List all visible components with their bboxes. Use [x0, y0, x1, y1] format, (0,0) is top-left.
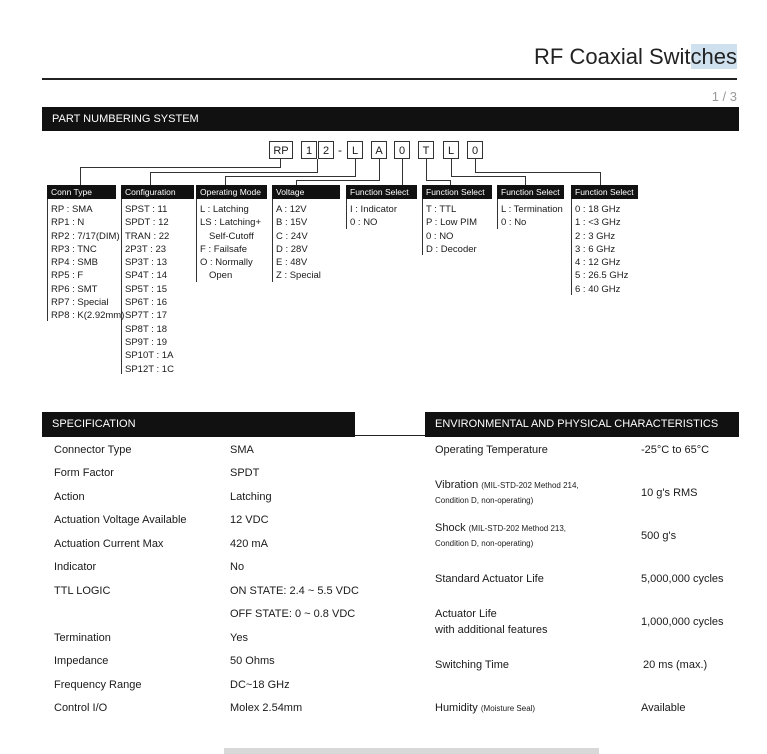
spec-value: 50 Ohms	[230, 655, 275, 667]
env-label: Actuator Life	[435, 608, 497, 620]
code-box-mode: L	[347, 141, 363, 159]
list-item: SPST : 11	[125, 204, 168, 215]
list-item: RP8 : K(2.92mm)	[51, 310, 125, 322]
env-label: Operating Temperature	[435, 444, 548, 456]
list-item: 0 : NO	[350, 217, 378, 229]
spec-label: Connector Type	[54, 444, 132, 456]
code-box-func4: 0	[467, 141, 483, 159]
spec-value: Latching	[230, 491, 272, 503]
env-value: Available	[641, 702, 686, 714]
spec-label: Indicator	[54, 561, 97, 573]
connector-line	[600, 172, 601, 185]
title-divider	[42, 78, 737, 80]
env-value: 1,000,000 cycles	[641, 616, 724, 628]
env-note: Condition D, non-operating)	[435, 496, 534, 505]
list-item: LS : Latching+	[200, 217, 262, 229]
spec-value: ON STATE: 2.4 ~ 5.5 VDC	[230, 585, 359, 597]
connector-line	[475, 159, 476, 172]
col-header-function-3: Function Select	[497, 185, 564, 199]
env-value: 5,000,000 cycles	[641, 573, 724, 585]
connector-line	[355, 159, 356, 176]
col-list-conn-type	[51, 203, 124, 323]
list-item: SP9T : 19	[125, 336, 168, 348]
spec-value: Yes	[230, 632, 248, 644]
environmental-header: ENVIRONMENTAL AND PHYSICAL CHARACTERISTICS	[425, 412, 739, 437]
connector-line	[451, 176, 526, 177]
column-rule	[47, 199, 48, 321]
connector-line	[426, 180, 450, 181]
col-list-configuration	[125, 203, 174, 376]
spec-label: Actuation Voltage Available	[54, 514, 187, 526]
col-header-voltage: Voltage	[272, 185, 340, 199]
page-title: RF Coaxial Switches	[534, 44, 737, 69]
col-header-configuration: Configuration	[121, 185, 194, 199]
list-item: RP4 : SMB	[51, 257, 98, 269]
env-value: 20 ms (max.)	[643, 659, 708, 671]
col-list-function-4	[575, 203, 628, 296]
list-item: D : Decoder	[426, 243, 477, 255]
list-item: TRAN : 22	[125, 230, 170, 242]
list-item: D : 28V	[276, 243, 308, 255]
col-list-function-2	[426, 203, 477, 256]
col-list-function-1	[350, 203, 397, 230]
connector-line	[150, 172, 151, 185]
spec-value: DC~18 GHz	[230, 679, 290, 691]
spec-value: No	[230, 561, 245, 573]
list-item: 5 : 26.5 GHz	[575, 270, 629, 282]
col-header-function-4: Function Select	[571, 185, 638, 199]
spec-value: OFF STATE: 0 ~ 0.8 VDC	[230, 608, 356, 620]
col-header-function-2: Function Select	[422, 185, 492, 199]
col-list-operating-mode	[200, 203, 261, 283]
connector-line	[426, 159, 427, 180]
list-item: 2P3T : 23	[125, 243, 167, 255]
list-item: T : TTL	[426, 204, 457, 215]
list-item: L : Termination	[501, 204, 563, 215]
horizontal-scrollbar[interactable]	[224, 748, 599, 754]
spec-value: SMA	[230, 444, 254, 456]
col-list-function-3	[501, 203, 563, 230]
env-note: Condition D, non-operating)	[435, 539, 534, 548]
code-box-config-1: 1	[301, 141, 317, 159]
list-item: 0 : 18 GHz	[575, 204, 621, 215]
list-item: Self-Cutoff	[209, 230, 254, 242]
list-item: SP3T : 13	[125, 257, 168, 269]
env-label: Humidity (Moisture Seal)	[435, 702, 536, 714]
code-box-func3: L	[443, 141, 459, 159]
list-item: 3 : 6 GHz	[575, 243, 616, 255]
list-item: RP1 : N	[51, 217, 85, 229]
spec-label: Form Factor	[54, 467, 114, 479]
spec-value: Molex 2.54mm	[230, 702, 303, 714]
list-item: C : 24V	[276, 230, 308, 242]
env-note: (MIL-STD-202 Method 213,	[468, 524, 567, 533]
col-header-function-1: Function Select	[346, 185, 417, 199]
column-rule	[272, 199, 273, 282]
column-rule	[497, 199, 498, 229]
connector-line	[402, 159, 403, 185]
spec-label: Control I/O	[54, 702, 108, 714]
list-item: P : Low PIM	[426, 217, 478, 229]
spec-label: Frequency Range	[54, 679, 142, 691]
list-item: 2 : 3 GHz	[575, 230, 616, 242]
title-highlight: ches	[690, 44, 737, 69]
section-divider	[355, 435, 425, 436]
code-box-func2: T	[418, 141, 434, 159]
column-rule	[571, 199, 572, 295]
env-label: Switching Time	[435, 659, 509, 671]
list-item: Z : Special	[276, 270, 321, 282]
spec-label: Termination	[54, 632, 111, 644]
list-item: 6 : 40 GHz	[575, 283, 621, 295]
col-header-conn-type: Conn Type	[47, 185, 116, 199]
connector-line	[475, 172, 601, 173]
list-item: SP4T : 14	[125, 270, 168, 282]
column-rule	[346, 199, 347, 229]
env-value: 500 g's	[641, 530, 677, 542]
column-rule	[196, 199, 197, 282]
page-number: 1 / 3	[711, 89, 737, 104]
connector-line	[225, 176, 356, 177]
connector-line	[525, 176, 526, 185]
spec-label: Action	[54, 491, 85, 503]
spec-value: SPDT	[230, 467, 260, 479]
list-item: B : 15V	[276, 217, 308, 229]
spec-label: Actuation Current Max	[54, 538, 164, 550]
connector-line	[80, 167, 81, 185]
list-item: RP6 : SMT	[51, 283, 98, 295]
list-item: L : Latching	[200, 204, 249, 215]
spec-label: Impedance	[54, 655, 109, 667]
list-item: SP10T : 1A	[125, 350, 174, 362]
code-box-conn: RP	[269, 141, 293, 159]
list-item: 0 : NO	[426, 230, 454, 242]
list-item: F : Failsafe	[200, 243, 247, 255]
col-list-voltage	[276, 203, 321, 283]
list-item: RP : SMA	[51, 204, 93, 215]
column-rule	[422, 199, 423, 255]
list-item: E : 48V	[276, 257, 308, 269]
list-item: Open	[209, 270, 233, 282]
env-note: (Moisture Seal)	[480, 704, 536, 713]
list-item: RP3 : TNC	[51, 243, 97, 255]
code-box-config-2: 2	[318, 141, 334, 159]
spec-value: 420 mA	[230, 538, 268, 550]
spec-label: TTL LOGIC	[54, 585, 111, 597]
connector-line	[379, 159, 380, 180]
connector-line	[280, 159, 281, 167]
part-numbering-header: PART NUMBERING SYSTEM	[42, 107, 739, 131]
col-header-operating-mode: Operating Mode	[196, 185, 267, 199]
connector-line	[317, 159, 318, 172]
list-item: 4 : 12 GHz	[575, 257, 621, 269]
list-item: SPDT : 12	[125, 217, 169, 229]
connector-line	[150, 172, 318, 173]
list-item: SP8T : 18	[125, 323, 168, 335]
code-box-func1: 0	[394, 141, 410, 159]
list-item: RP5 : F	[51, 270, 84, 282]
list-item: I : Indicator	[350, 204, 397, 215]
env-label: Shock (MIL-STD-202 Method 213,	[435, 522, 567, 534]
env-value: -25°C to 65°C	[641, 444, 710, 456]
list-item: SP7T : 17	[125, 310, 168, 322]
list-item: RP2 : 7/17(DIM)	[51, 230, 120, 242]
env-note: (MIL-STD-202 Method 214,	[481, 481, 579, 490]
env-label: Standard Actuator Life	[435, 573, 544, 585]
env-label-line2: with additional features	[435, 624, 548, 636]
env-label: Vibration (MIL-STD-202 Method 214,	[435, 479, 579, 491]
list-item: 1 : <3 GHz	[575, 217, 621, 229]
connector-line	[296, 180, 380, 181]
connector-line	[451, 159, 452, 176]
env-value: 10 g's RMS	[641, 487, 698, 499]
list-item: A : 12V	[276, 204, 307, 215]
specification-header: SPECIFICATION	[42, 412, 355, 437]
connector-line	[80, 167, 281, 168]
code-dash: -	[338, 143, 342, 157]
list-item: SP6T : 16	[125, 297, 168, 309]
list-item: O : Normally	[200, 257, 253, 269]
list-item: RP7 : Special	[51, 297, 109, 309]
list-item: SP5T : 15	[125, 283, 168, 295]
spec-value: 12 VDC	[230, 514, 269, 526]
code-box-voltage: A	[371, 141, 387, 159]
list-item: SP12T : 1C	[125, 363, 174, 375]
list-item: 0 : No	[501, 217, 527, 229]
connector-line	[225, 176, 226, 185]
